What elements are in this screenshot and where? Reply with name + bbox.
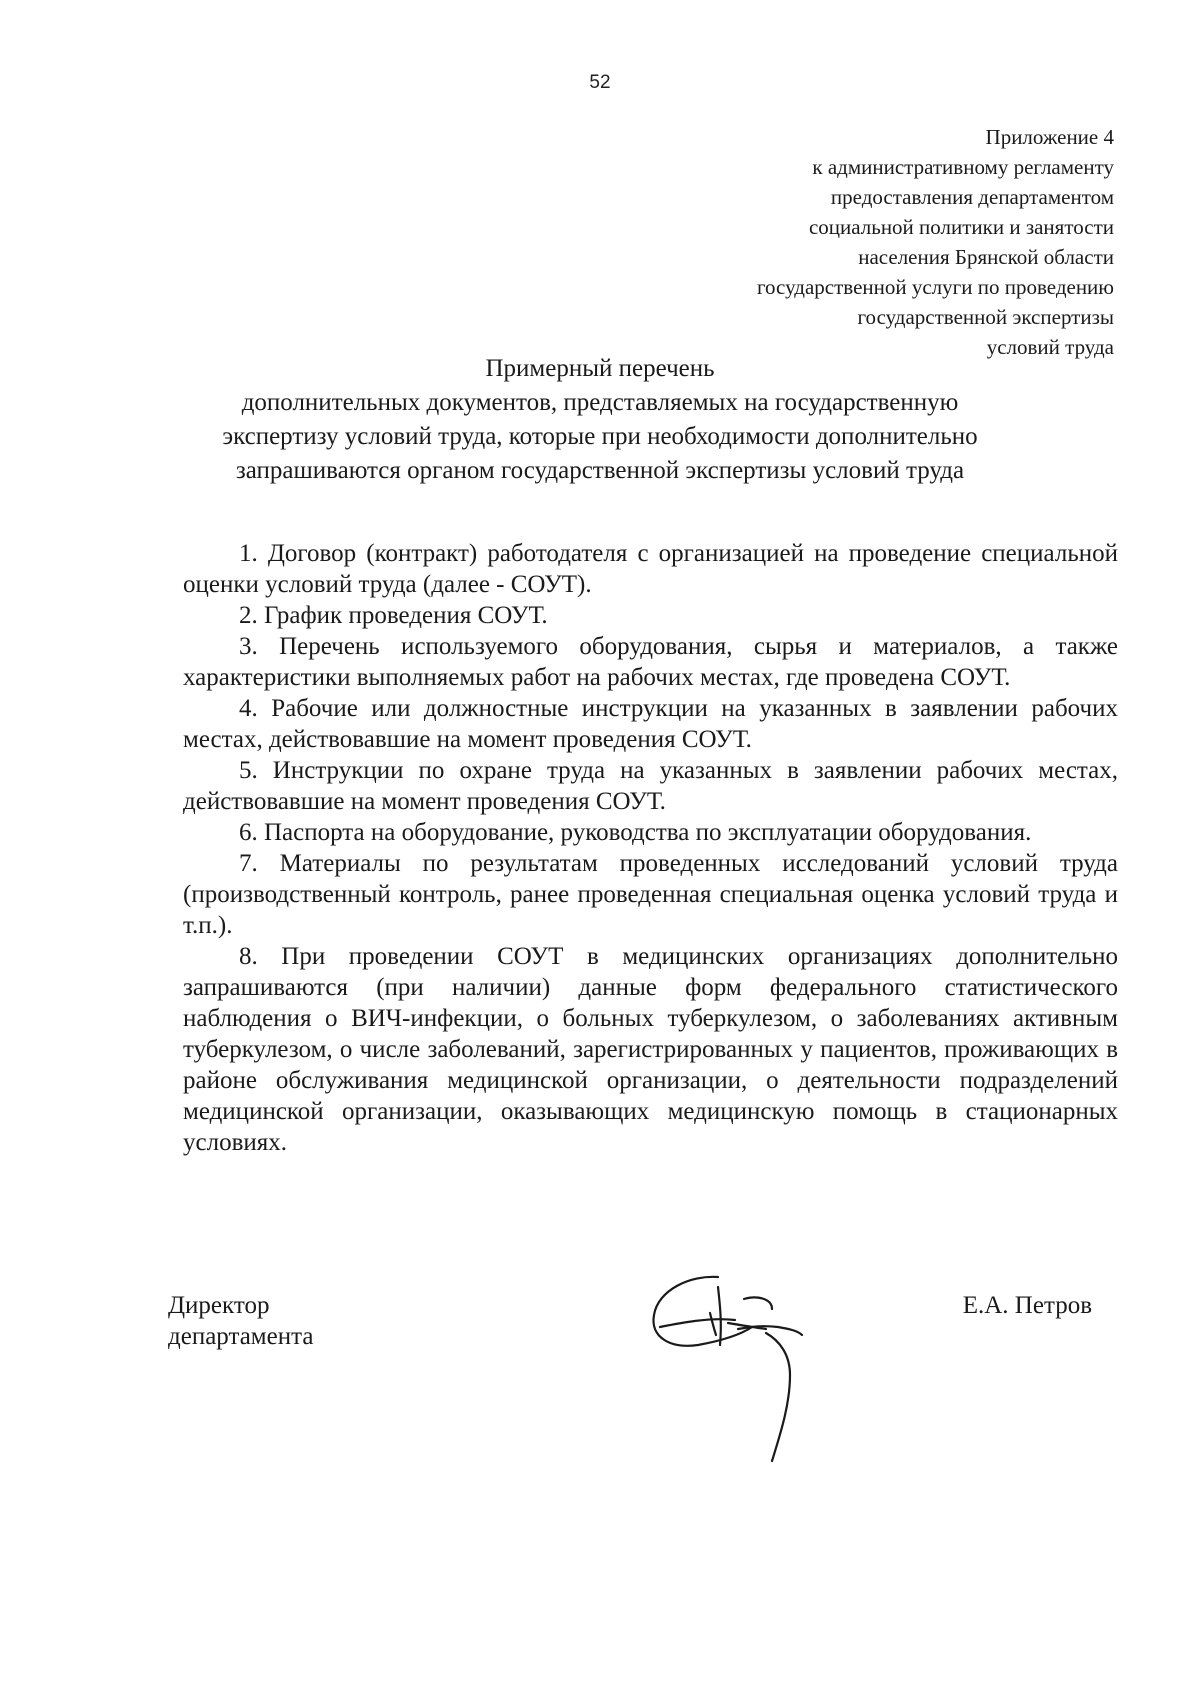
- title-line: запрашиваются органом государственной экспертизы условий труда: [235, 457, 965, 484]
- appendix-line: условий труда: [986, 335, 1114, 359]
- appendix-header: [554, 122, 1114, 362]
- appendix-line: предоставления департаментом: [830, 185, 1114, 209]
- position-line: Директор: [168, 1292, 270, 1319]
- appendix-line: государственной услуги по проведению: [756, 275, 1114, 299]
- appendix-line: к административному регламенту: [812, 155, 1114, 179]
- page-number: 52: [589, 72, 611, 93]
- appendix-line: государственной экспертизы: [857, 305, 1114, 329]
- title-line: дополнительных документов, представляемых на государственную: [241, 389, 959, 416]
- list-item-2: 2. График проведения СОУТ.: [239, 602, 548, 629]
- handwritten-signature: [640, 1265, 870, 1475]
- list-item-7: 7. Материалы по результатам проведенных исследований условий труда (производственный контроль, ранее проведенная специальная оценка условий труда и т.п.).: [183, 850, 1118, 939]
- list-item-4: 4. Рабочие или должностные инструкции на указанных в заявлении рабочих местах, действовавшие на момент проведения СОУТ.: [183, 695, 1118, 753]
- appendix-line: социальной политики и занятости: [808, 215, 1114, 239]
- list-item-8: 8. При проведении СОУТ в медицинских организациях дополнительно запрашиваются (при наличии) данные форм федерального статистического наблюдения о ВИЧ-инфекции, о больных туберкулезом, о заболеваниях активным туберкулезом, о числе заболеваний, зарегистрированных у пациентов, проживающих в районе обслуживания медицинской организации, о деятельности подразделений медицинской организации, оказывающих медицинскую помощь в стационарных условиях.: [183, 943, 1118, 1156]
- title-line: экспертизу условий труда, которые при необходимости дополнительно: [222, 423, 978, 450]
- list-item-1: 1. Договор (контракт) работодателя с организацией на проведение специальной оценки условий труда (далее - СОУТ).: [183, 540, 1118, 598]
- position-line: департамента: [168, 1323, 314, 1350]
- list-item-3: 3. Перечень используемого оборудования, сырья и материалов, а также характеристики выполняемых работ на рабочих местах, где проведена СОУТ.: [183, 633, 1118, 691]
- signer-position: [168, 1290, 313, 1352]
- signer-name: Е.А. Петров: [962, 1292, 1092, 1319]
- appendix-line: населения Брянской области: [858, 245, 1114, 269]
- appendix-line: Приложение 4: [985, 125, 1114, 149]
- list-item-5: 5. Инструкции по охране труда на указанных в заявлении рабочих местах, действовавшие на момент проведения СОУТ.: [183, 757, 1118, 815]
- title-line: Примерный перечень: [485, 355, 715, 382]
- list-item-6: 6. Паспорта на оборудование, руководства по эксплуатации оборудования.: [239, 819, 1032, 846]
- document-list: [183, 538, 1118, 1158]
- document-title: [140, 352, 1060, 488]
